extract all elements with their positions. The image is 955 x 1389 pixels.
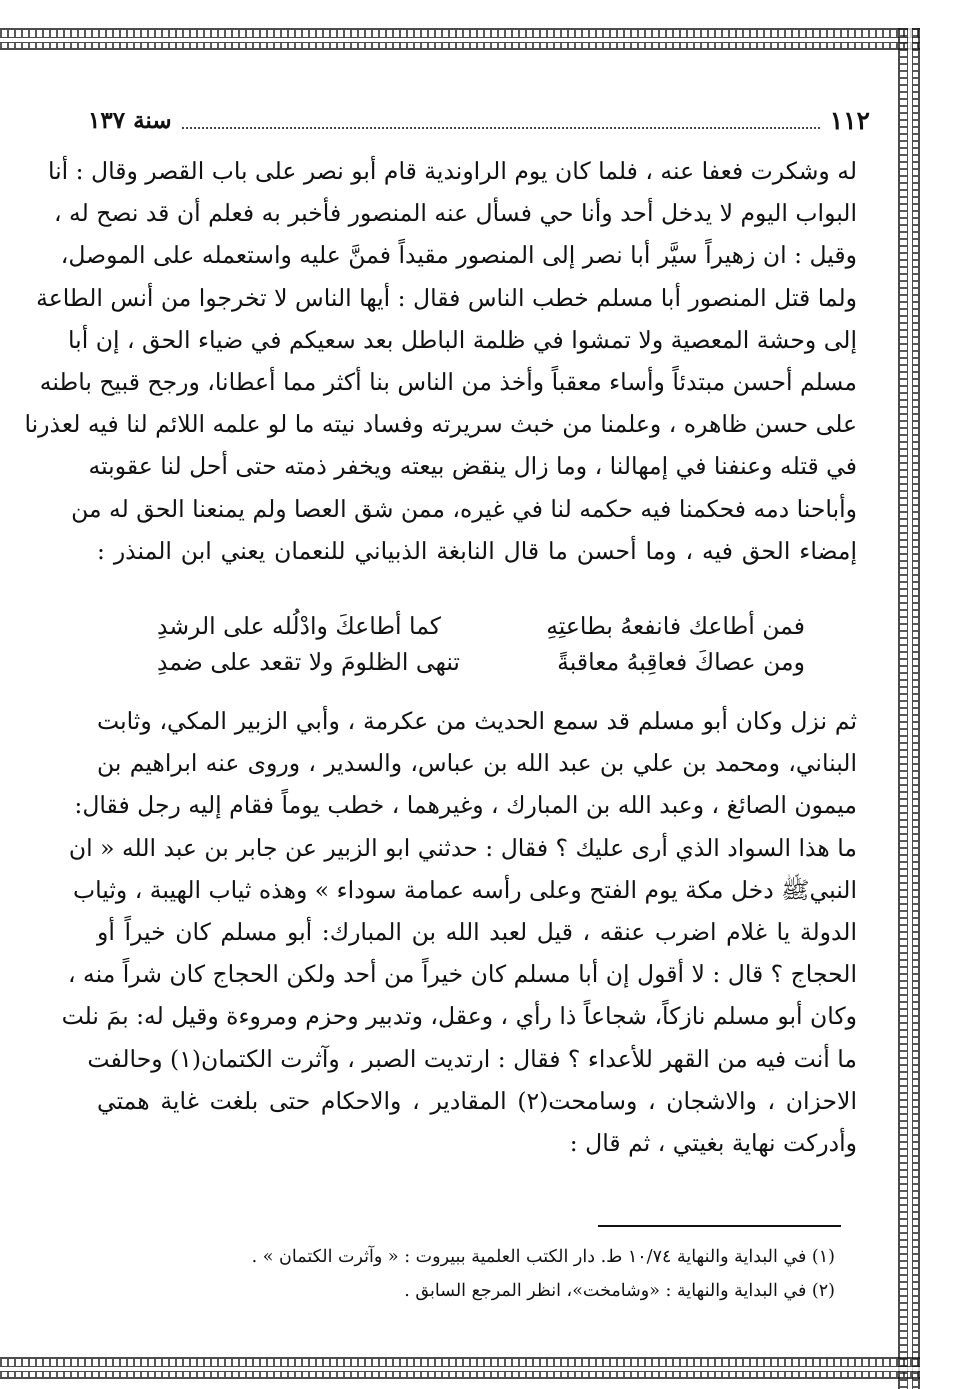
- text-line: وأدركت نهاية بغيتي ، ثم قال :: [569, 1128, 857, 1157]
- footnote: (٢) في البداية والنهاية : «وشامخت»، انظر المرجع السابق .: [404, 1281, 835, 1301]
- text-line: في قتله وعنفنا في إمهالنا ، وما زال ينقض بيعته ويخفر ذمته حتى أحل لنا عقوبته: [88, 452, 857, 481]
- text-line: ما هذا السواد الذي أرى عليك ؟ فقال : حدثني ابو الزبير عن جابر بن عبد الله « ان: [68, 833, 857, 862]
- text-line: له وشكرت فعفا عنه ، فلما كان يوم الراوندية قام أبو نصر على باب القصر وقال : أنا: [47, 157, 857, 185]
- text-line: وكان أبو مسلم نازكاً، شجاعاً ذا رأي ، وعقل، وتدبير وحزم ومروءة وقيل له: بمَ نلت: [61, 1002, 857, 1031]
- text-line: الدولة يا غلام اضرب عنقه ، قيل لعبد الله بن المبارك: أبو مسلم كان خيراً أو: [97, 917, 857, 946]
- text-line: البواب اليوم لا يدخل أحد وأنا حي فسأل عنه المنصور فأخبر به فعلم أن قد نصح له ،: [54, 199, 857, 228]
- text-line: البناني، ومحمد بن علي بن عبد الله بن عباس، والسدير ، وروى عنه ابراهيم بن: [97, 749, 857, 778]
- footnotes: [115, 1240, 835, 1308]
- text-line: مسلم أحسن مبتدئاً وأساء معقباً وأخذ من الناس بنا أكثر مما أعطانا، ورجح قبيح باطنه: [39, 367, 857, 396]
- verse-line: [157, 648, 805, 690]
- text-line: الاحزان ، والاشجان ، وسامحت(٢) المقادير ، والاحكام حتى بلغت غاية همتي: [97, 1086, 857, 1115]
- footnote-separator: [598, 1225, 841, 1227]
- text-line: إلى وحشة المعصية ولا تمشوا في ظلمة الباطل بعد سعيكم في ضياء الحق ، إن أبا: [68, 325, 857, 354]
- text-line: ثم نزل وكان أبو مسلم قد سمع الحديث من عكرمة ، وأبي الزبير المكي، وثابت: [97, 707, 857, 735]
- text-line: ولما قتل المنصور أبا مسلم خطب الناس فقال : أيها الناس لا تخرجوا من أنس الطاعة: [36, 283, 857, 312]
- header-dotted-leader: [182, 127, 820, 129]
- verse-first-hemistich: فمن أطاعك فانفعهُ بطاعتِهِ: [546, 612, 805, 640]
- page-number: ١١٢: [829, 105, 870, 135]
- footnote: (١) في البداية والنهاية ١٠/٧٤ ط. دار الكتب العلمية ببيروت : « وآثرت الكتمان » .: [251, 1247, 835, 1267]
- text-line: النبيﷺ دخل مكة يوم الفتح وعلى رأسه عمامة سوداء » وهذه ثياب الهيبة ، وثياب: [72, 875, 857, 904]
- main-text: [24, 150, 857, 572]
- running-header: [88, 100, 870, 140]
- year-label: سنة ١٣٧: [88, 106, 172, 134]
- verse-first-hemistich: ومن عصاكَ فعاقِبهُ معاقبةً: [557, 648, 805, 676]
- verse-second-hemistich: كما أطاعكَ وادْلُله على الرشدِ: [157, 612, 441, 640]
- text-line: على حسن ظاهره ، وعلمنا من خبث سريرته وفساد نيته ما لو علمه اللائم لنا فيه لعذرنا: [24, 410, 857, 439]
- text-line: إمضاء الحق فيه ، وما أحسن ما قال النابغة الذبياني للنعمان يعني ابن المنذر :: [97, 536, 857, 565]
- main-text-continued: [61, 700, 857, 1164]
- text-line: الحجاج ؟ قال : لا أقول إن أبا مسلم كان خيراً من أحد ولكن الحجاج كان شراً منه ،: [67, 960, 857, 989]
- text-line: وقيل : ان زهيراً سيَّر أبا نصر إلى المنصور مقيداً فمنَّ عليه واستعمله على الموصل،: [60, 241, 857, 270]
- text-line: وأباحنا دمه فحكمنا فيه حكمه لنا في غيره، ممن شق العصا ولم يمنعنا الحق له من: [71, 494, 857, 523]
- verse-second-hemistich: تنهى الظلومَ ولا تقعد على ضمدِ: [157, 648, 460, 676]
- text-line: ميمون الصائغ ، وعبد الله بن المبارك ، وغيرهما ، خطب يوماً فقام إليه رجل فقال:: [74, 791, 857, 820]
- text-line: ما أنت فيه من القهر للأعداء ؟ فقال : ارتديت الصبر ، وآثرت الكتمان(١) وحالفت: [87, 1044, 857, 1073]
